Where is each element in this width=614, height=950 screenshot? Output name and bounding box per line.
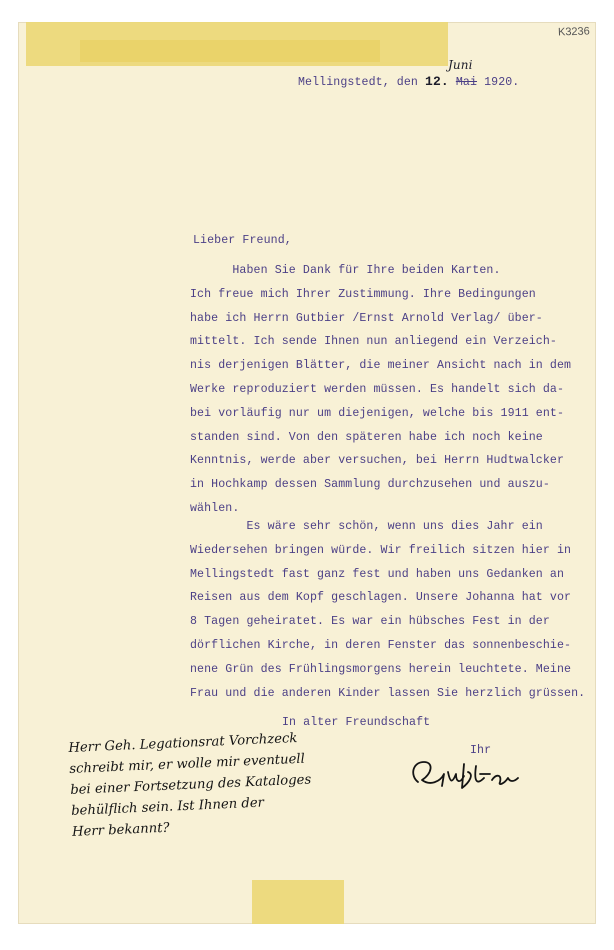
- postscript-line: Herr Geh. Legationsrat Vorchzeck: [68, 731, 298, 756]
- date-day: 12.: [425, 74, 449, 89]
- salutation: Lieber Freund,: [193, 234, 292, 247]
- letter-line: wählen.: [190, 502, 240, 515]
- letter-line: bei vorläufig nur um diejenigen, welche bis 1911 ent-: [190, 406, 565, 420]
- signature-mark: [404, 752, 524, 796]
- letter-line: nis derjenigen Blätter, die meiner Ansicht nach in dem: [190, 359, 572, 373]
- postscript-line: bei einer Fortsetzung des Kataloges: [69, 772, 312, 798]
- date-month-handwritten: Juni: [448, 58, 473, 72]
- letter-line: Haben Sie Dank für Ihre beiden Karten.: [190, 264, 501, 277]
- date-year: 1920.: [484, 76, 520, 89]
- adhesive-tape-bottom: [252, 880, 344, 924]
- letter-line: Reisen aus dem Kopf geschlagen. Unsere Johanna hat vor: [190, 591, 572, 605]
- archive-id: K3236: [557, 25, 591, 39]
- closing: In alter Freundschaft: [282, 716, 431, 729]
- letter-line: Werke reproduziert werden müssen. Es handelt sich da-: [190, 383, 565, 396]
- letter-line: 8 Tagen geheiratet. Es war ein hübsches Fest in der: [190, 615, 550, 629]
- letter-line: Wiedersehen bringen würde. Wir freilich sitzen hier in: [190, 543, 572, 557]
- letter-line: standen sind. Von den späteren habe ich noch keine: [190, 430, 543, 444]
- letter-line: Ich freue mich Ihrer Zustimmung. Ihre Bedingungen: [190, 287, 536, 301]
- handwritten-postscript: [68, 725, 362, 843]
- date-line: [298, 58, 520, 89]
- postscript-line: schreibt mir, er wolle mir eventuell: [69, 751, 306, 777]
- letter-line: mittelt. Ich sende Ihnen nun anliegend ein Verzeich-: [190, 335, 557, 349]
- letter-line: in Hochkamp dessen Sammlung durchzusehen und auszu-: [190, 478, 550, 492]
- date-place: Mellingstedt, den: [298, 76, 418, 89]
- letter-line: habe ich Herrn Gutbier /Ernst Arnold Verlag/ über-: [190, 311, 543, 325]
- postscript-line: Herr bekannt?: [71, 820, 170, 840]
- letter-line: Kenntnis, werde aber versuchen, bei Herrn Hudtwalcker: [190, 454, 565, 468]
- closing-ihr: Ihr: [470, 744, 492, 757]
- adhesive-tape-top-stain: [80, 40, 380, 62]
- letter-line: Frau und die anderen Kinder lassen Sie herzlich grüssen.: [190, 686, 586, 700]
- postscript-line: behülflich sein. Ist Ihnen der: [70, 795, 265, 819]
- date-month-struck: Mai: [455, 76, 478, 89]
- letter-line: Mellingstedt fast ganz fest und haben uns Gedanken an: [190, 567, 565, 581]
- letter-line: Es wäre sehr schön, wenn uns dies Jahr ein: [190, 520, 543, 533]
- letter-line: dörflichen Kirche, in deren Fenster das sonnenbeschie-: [190, 639, 572, 652]
- letter-line: nene Grün des Frühlingsmorgens herein leuchtete. Meine: [190, 662, 572, 676]
